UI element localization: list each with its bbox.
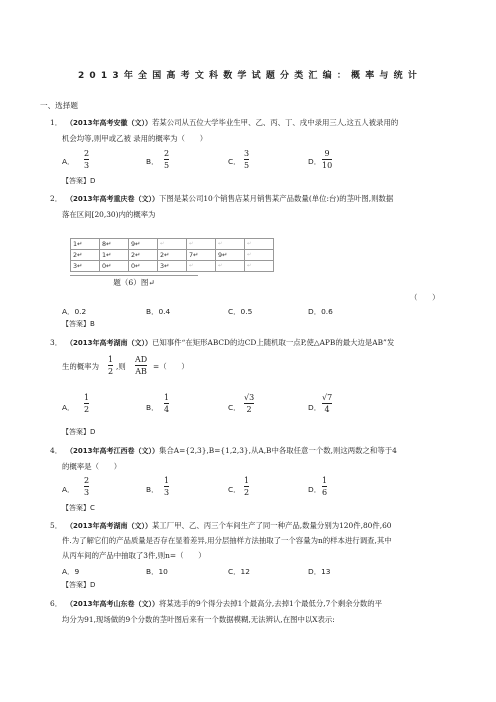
option-label: A． [62, 157, 75, 166]
question-text: 下图是某公司10个销售店某月销售某产品数量(单位:台)的茎叶图,则数据 [158, 194, 394, 203]
leaf-cell: 2↵ [158, 250, 187, 261]
leaf-cell: ↵ [216, 239, 245, 250]
inline-fraction [108, 355, 113, 376]
option-fraction [322, 393, 332, 414]
fraction-denominator: 2 [244, 488, 250, 497]
answer: 【答案】B [62, 320, 95, 328]
leaf-cell: 0↵ [129, 261, 158, 272]
question-number: 3． [50, 338, 63, 347]
question-source: （2013年高考山东卷（文）） [66, 600, 159, 608]
fraction-bar [322, 403, 332, 404]
page-title: 2013年全国高考文科数学试题分类汇编：概率与统计 [77, 71, 423, 81]
fraction-numerator: 1 [108, 355, 114, 364]
option-label: C． [228, 485, 241, 494]
fraction-numerator: √3 [244, 393, 255, 402]
fraction-bar [244, 486, 249, 487]
stem-cell: 3↵ [71, 261, 100, 272]
fraction-numerator: 1 [322, 476, 328, 485]
option-fraction [322, 149, 332, 170]
fraction-numerator: 2 [84, 476, 90, 485]
question-1-line-1 [50, 118, 398, 128]
option-fraction [244, 149, 249, 170]
question-source: （2013年高考湖南（文）） [66, 339, 152, 347]
question-3-line-2a: 生的概率为 [62, 362, 99, 371]
option: D．13 [308, 567, 331, 576]
question-text: 某工厂甲、乙、丙三个车间生产了同一种产品,数量分别为120件,80件,60 [151, 521, 392, 530]
section-heading: 一、选择题 [40, 101, 78, 110]
option-label: D． [308, 403, 322, 412]
question-source: （2013年高考湖南（文）） [66, 522, 152, 530]
stem-cell: 2↵ [71, 250, 100, 261]
fraction-denominator: 4 [164, 405, 170, 414]
inline-fraction [135, 355, 147, 376]
option-fraction [244, 476, 249, 497]
leaf-cell: ↵ [158, 239, 187, 250]
table-row [71, 250, 274, 261]
question-6-line-2: 均分为91,现场做的9个分数的茎叶图后来有一个数据模糊,无法辨认,在图中以X表示: [62, 615, 335, 624]
question-3-line-2c: =（ ） [153, 362, 189, 371]
leaf-cell: 8↵ [100, 239, 129, 250]
option-label: D． [308, 157, 322, 166]
fraction-numerator: 2 [164, 149, 170, 158]
leaf-cell: 2↵ [129, 250, 158, 261]
question-5-line-1 [50, 521, 392, 531]
option-label: C． [228, 157, 241, 166]
leaf-cell: 7↵ [187, 250, 216, 261]
leaf-cell: ↵ [245, 239, 274, 250]
option-fraction [322, 476, 327, 497]
answer: 【答案】D [62, 428, 96, 436]
fraction-denominator: 3 [164, 488, 170, 497]
fraction-numerator: 1 [244, 476, 250, 485]
stem-cell: 1↵ [71, 239, 100, 250]
fraction-denominator: 3 [84, 488, 90, 497]
question-number: 4． [50, 446, 63, 455]
fraction-numerator: 1 [164, 476, 170, 485]
answer-blank: （ ） [410, 293, 440, 302]
fraction-denominator: 10 [322, 161, 333, 170]
option: C．0.5 [228, 307, 253, 316]
fraction-bar [108, 365, 113, 366]
question-2-line-2: 落在区间[20,30)内的概率为 [62, 210, 156, 219]
leaf-cell: 9↵ [129, 239, 158, 250]
fraction-numerator: 3 [244, 149, 250, 158]
question-text: 将某选手的9个得分去掉1个最高分,去掉1个最低分,7个剩余分数的平 [158, 599, 383, 608]
fraction-denominator: 5 [244, 161, 250, 170]
option-fraction [164, 476, 169, 497]
option-label: D． [308, 485, 322, 494]
leaf-cell: 3↵ [158, 261, 187, 272]
question-4-line-1 [50, 446, 397, 456]
question-number: 2． [50, 194, 63, 203]
answer: 【答案】D [62, 581, 96, 589]
option-fraction [164, 149, 169, 170]
fraction-denominator: 5 [164, 161, 170, 170]
leaf-cell: 9↵ [216, 250, 245, 261]
question-4-line-2: 的概率是（ ） [62, 462, 122, 471]
stem-leaf-table [70, 238, 274, 272]
question-6-line-1 [50, 599, 382, 609]
question-source: （2013年高考重庆卷（文）） [66, 195, 159, 203]
fraction-numerator: √7 [322, 393, 333, 402]
leaf-cell: 0↵ [100, 261, 129, 272]
option-label: B． [146, 157, 159, 166]
option-label: A． [62, 485, 75, 494]
fraction-bar [135, 365, 147, 366]
question-source: （2013年高考江西卷（文）） [66, 447, 159, 455]
fraction-bar [322, 486, 327, 487]
option: C．12 [228, 567, 250, 576]
fraction-denominator: 4 [324, 405, 330, 414]
leaf-cell: ↵ [187, 239, 216, 250]
fraction-bar [164, 403, 169, 404]
fraction-bar [244, 403, 254, 404]
question-source: （2013年高考安徽（文）） [66, 119, 152, 127]
fraction-denominator: 3 [84, 161, 90, 170]
table-row [71, 239, 274, 250]
question-number: 5． [50, 521, 63, 530]
question-number: 6． [50, 599, 63, 608]
leaf-cell: ↵ [245, 261, 274, 272]
leaf-cell: ↵ [245, 250, 274, 261]
option-fraction [84, 476, 89, 497]
option-label: C． [228, 403, 241, 412]
fraction-denominator: 2 [84, 405, 90, 414]
question-5-line-3: 从丙车间的产品中抽取了3件,则n=（ ） [62, 551, 206, 560]
fraction-bar [84, 403, 89, 404]
table-row [71, 261, 274, 272]
answer: 【答案】D [62, 177, 96, 185]
fraction-denominator: AB [135, 367, 147, 376]
option-label: B． [146, 403, 159, 412]
option: A．9 [62, 567, 80, 576]
option-fraction [244, 393, 254, 414]
option-label: A． [62, 403, 75, 412]
fraction-numerator: 9 [324, 149, 330, 158]
question-text: 已知事件“在矩形ABCD的边CD上随机取一点P,使△APB的最大边是AB”发 [151, 338, 395, 347]
option-label: B． [146, 485, 159, 494]
question-3-line-2b: ,则 [116, 362, 126, 371]
question-2-line-1 [50, 194, 393, 204]
fraction-bar [322, 159, 332, 160]
fraction-denominator: 2 [108, 367, 114, 376]
option-fraction [84, 149, 89, 170]
fraction-bar [164, 486, 169, 487]
option: D．0.6 [308, 307, 333, 316]
option: A．0.2 [62, 307, 87, 316]
question-5-line-2: 件.为了解它们的产品质量是否存在显着差异,用分层抽样方法抽取了一个容量为n的样本进行调查,其中 [62, 536, 392, 545]
leaf-cell: ↵ [216, 261, 245, 272]
question-1-line-2: 机会均等,则甲或乙被 录用的概率为（ ） [62, 134, 208, 143]
fraction-numerator: 1 [84, 393, 90, 402]
fraction-denominator: 6 [322, 488, 328, 497]
fraction-numerator: AD [135, 355, 148, 364]
leaf-cell: ↵ [187, 261, 216, 272]
question-number: 1． [50, 118, 63, 127]
leaf-cell: 1↵ [100, 250, 129, 261]
option-fraction [164, 393, 169, 414]
fraction-bar [244, 159, 249, 160]
figure-caption: 题（6）图↵ [70, 275, 198, 288]
fraction-bar [164, 159, 169, 160]
fraction-denominator: 2 [246, 405, 252, 414]
fraction-bar [84, 486, 89, 487]
fraction-numerator: 2 [84, 149, 90, 158]
fraction-bar [84, 159, 89, 160]
option: B．0.4 [146, 307, 171, 316]
question-text: 集合A={2,3},B={1,2,3},从A,B中各取任意一个数,则这两数之和等于4 [158, 446, 397, 455]
option-fraction [84, 393, 89, 414]
option: B．10 [146, 567, 168, 576]
fraction-numerator: 1 [164, 393, 170, 402]
question-3-line-1 [50, 338, 394, 348]
question-text: 若某公司从五位大学毕业生甲、乙、丙、丁、戌中录用三人,这五人被录用的 [151, 118, 399, 127]
answer: 【答案】C [62, 504, 95, 512]
